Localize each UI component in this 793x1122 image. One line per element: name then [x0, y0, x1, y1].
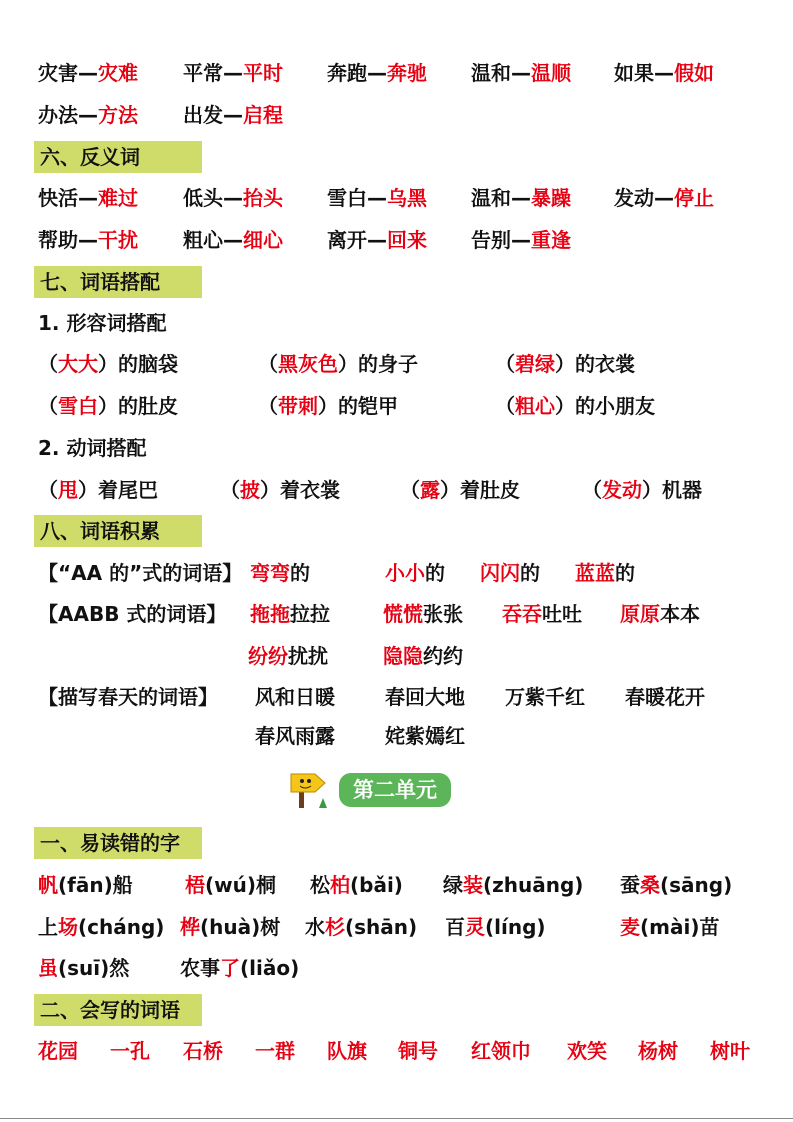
answer-text: 重逢	[531, 228, 571, 252]
answer-text: 干扰	[98, 228, 138, 252]
answer-text: 欢笑	[567, 1039, 607, 1063]
vocab-item	[502, 600, 582, 628]
vocab-item	[38, 954, 129, 982]
prompt-text: ）的衣裳	[555, 352, 635, 376]
prompt-text: 百	[445, 915, 465, 939]
prompt-text: （	[582, 478, 602, 502]
prompt-text: 松	[310, 873, 330, 897]
answer-text: 队旗	[327, 1039, 367, 1063]
vocab-item	[38, 913, 164, 941]
answer-text: 蓝蓝	[575, 561, 615, 585]
vocab-item	[398, 1037, 438, 1065]
answer-text: 粗心	[515, 394, 555, 418]
prompt-text: 绿	[443, 873, 463, 897]
prompt-text: (fān)船	[58, 873, 133, 897]
prompt-text: （	[38, 394, 58, 418]
vocab-item	[183, 1037, 223, 1065]
vocab-item	[385, 559, 445, 587]
vocab-item	[255, 1037, 295, 1065]
prompt-text: （	[258, 352, 278, 376]
prompt-text: （	[220, 478, 240, 502]
section-heading-writing-words: 二、会写的词语	[34, 994, 202, 1026]
vocab-item	[385, 722, 465, 750]
prompt-text: 春回大地	[385, 685, 465, 709]
prompt-text: 本本	[660, 602, 700, 626]
answer-text: 乌黑	[387, 186, 427, 210]
vocab-item	[471, 59, 571, 87]
vocab-item	[38, 559, 242, 587]
prompt-text: 办法—	[38, 103, 98, 127]
answer-text: 黑灰色	[278, 352, 338, 376]
answer-text: 披	[240, 478, 260, 502]
prompt-text: 【AABB 式的词语】	[38, 602, 227, 626]
answer-text: 一群	[255, 1039, 295, 1063]
prompt-text: 发动—	[614, 186, 674, 210]
vocab-item	[620, 871, 732, 899]
vocab-item	[614, 184, 714, 212]
prompt-text: 出发—	[183, 103, 243, 127]
answer-text: 奔驰	[387, 61, 427, 85]
section-heading-word-accumulation: 八、词语积累	[34, 515, 202, 547]
prompt-text: 奔跑—	[327, 61, 387, 85]
answer-text: 碧绿	[515, 352, 555, 376]
answer-text: 停止	[674, 186, 714, 210]
prompt-text: 约约	[423, 644, 463, 668]
vocab-item	[385, 683, 465, 711]
vocab-item	[255, 683, 335, 711]
vocab-item	[620, 600, 700, 628]
answer-text: 了	[220, 956, 240, 980]
prompt-text: ）的身子	[338, 352, 418, 376]
answer-text: 露	[420, 478, 440, 502]
prompt-text: (bǎi)	[350, 873, 403, 897]
prompt-text: 张张	[423, 602, 463, 626]
answer-text: 铜号	[398, 1039, 438, 1063]
answer-text: 甩	[58, 478, 78, 502]
vocab-item	[38, 350, 178, 378]
answer-text: 小小	[385, 561, 425, 585]
prompt-text: 拉拉	[290, 602, 330, 626]
prompt-text: (sāng)	[660, 873, 733, 897]
answer-text: 一孔	[110, 1039, 150, 1063]
answer-text: 方法	[98, 103, 138, 127]
vocab-item	[183, 59, 283, 87]
prompt-text: 雪白—	[327, 186, 387, 210]
answer-text: 场	[58, 915, 78, 939]
prompt-text: (huà)树	[200, 915, 281, 939]
vocab-item	[183, 226, 283, 254]
signpost-icon	[285, 766, 331, 814]
vocab-item	[250, 600, 330, 628]
vocab-item	[575, 559, 635, 587]
prompt-text: 告别—	[471, 228, 531, 252]
prompt-text: 蚕	[620, 873, 640, 897]
vocab-item	[400, 476, 520, 504]
vocab-item	[180, 954, 299, 982]
answer-text: 桦	[180, 915, 200, 939]
vocab-item	[183, 184, 283, 212]
section-heading-misread-chars: 一、易读错的字	[34, 827, 202, 859]
vocab-item	[505, 683, 585, 711]
answer-text: 抬头	[243, 186, 283, 210]
answer-text: 带刺	[278, 394, 318, 418]
vocab-item	[258, 392, 398, 420]
answer-text: 灵	[465, 915, 485, 939]
vocab-item	[310, 871, 403, 899]
answer-text: 启程	[243, 103, 283, 127]
vocab-item	[567, 1037, 607, 1065]
vocab-item	[582, 476, 702, 504]
vocab-item	[327, 1037, 367, 1065]
answer-text: 平时	[243, 61, 283, 85]
prompt-text: 灾害—	[38, 61, 98, 85]
vocab-item	[38, 59, 138, 87]
answer-text: 慌慌	[383, 602, 423, 626]
prompt-text: ）的肚皮	[98, 394, 178, 418]
vocab-item	[38, 309, 166, 337]
prompt-text: (líng)	[485, 915, 546, 939]
prompt-text: 春暖花开	[625, 685, 705, 709]
answer-text: 暴躁	[531, 186, 571, 210]
vocab-item	[38, 1037, 78, 1065]
vocab-item	[495, 350, 635, 378]
answer-text: 杨树	[638, 1039, 678, 1063]
vocab-item	[625, 683, 705, 711]
prompt-text: （	[38, 478, 58, 502]
vocab-item	[327, 59, 427, 87]
vocab-item	[38, 434, 146, 462]
answer-text: 假如	[674, 61, 714, 85]
answer-text: 吞吞	[502, 602, 542, 626]
vocab-item	[38, 600, 226, 628]
section-heading-antonyms: 六、反义词	[34, 141, 202, 173]
vocab-item	[38, 101, 138, 129]
prompt-text: 帮助—	[38, 228, 98, 252]
answer-text: 花园	[38, 1039, 78, 1063]
vocab-item	[620, 913, 719, 941]
answer-text: 装	[463, 873, 483, 897]
prompt-text: 扰扰	[288, 644, 328, 668]
answer-text: 纷纷	[248, 644, 288, 668]
prompt-text: ）着衣裳	[260, 478, 340, 502]
prompt-text: 温和—	[471, 186, 531, 210]
answer-text: 拖拖	[250, 602, 290, 626]
prompt-text: 温和—	[471, 61, 531, 85]
vocab-item	[327, 184, 427, 212]
prompt-text: ）着肚皮	[440, 478, 520, 502]
answer-text: 红领巾	[471, 1039, 531, 1063]
answer-text: 原原	[620, 602, 660, 626]
prompt-text: 离开—	[327, 228, 387, 252]
vocab-item	[471, 184, 571, 212]
section-heading-collocations: 七、词语搭配	[34, 266, 202, 298]
vocab-item	[255, 722, 335, 750]
answer-text: 柏	[330, 873, 350, 897]
prompt-text: 如果—	[614, 61, 674, 85]
prompt-text: （	[38, 352, 58, 376]
prompt-text: （	[400, 478, 420, 502]
prompt-text: 春风雨露	[255, 724, 335, 748]
prompt-text: (mài)苗	[640, 915, 720, 939]
prompt-text: ）的小朋友	[555, 394, 655, 418]
page-divider	[0, 1118, 793, 1119]
prompt-text: 风和日暖	[255, 685, 335, 709]
prompt-text: (zhuāng)	[483, 873, 584, 897]
vocab-item	[445, 913, 546, 941]
vocab-item	[638, 1037, 678, 1065]
prompt-text: 1. 形容词搭配	[38, 311, 167, 335]
prompt-text: 的	[520, 561, 540, 585]
prompt-text: 【“AA 的”式的词语】	[38, 561, 243, 585]
answer-text: 梧	[185, 873, 205, 897]
answer-text: 虽	[38, 956, 58, 980]
prompt-text: 粗心—	[183, 228, 243, 252]
prompt-text: (cháng)	[78, 915, 165, 939]
prompt-text: (suī)然	[58, 956, 130, 980]
prompt-text: ）的脑袋	[98, 352, 178, 376]
answer-text: 杉	[325, 915, 345, 939]
vocab-item	[383, 642, 463, 670]
prompt-text: （	[495, 352, 515, 376]
prompt-text: 的	[425, 561, 445, 585]
answer-text: 树叶	[710, 1039, 750, 1063]
prompt-text: ）的铠甲	[318, 394, 398, 418]
vocab-item	[258, 350, 418, 378]
vocab-item	[248, 642, 328, 670]
answer-text: 难过	[98, 186, 138, 210]
answer-text: 闪闪	[480, 561, 520, 585]
vocab-item	[471, 226, 571, 254]
prompt-text: 上	[38, 915, 58, 939]
vocab-item	[38, 226, 138, 254]
prompt-text: ）机器	[642, 478, 702, 502]
answer-text: 弯弯	[250, 561, 290, 585]
vocab-item	[38, 871, 133, 899]
answer-text: 温顺	[531, 61, 571, 85]
unit-title-label: 第二单元	[339, 773, 451, 807]
prompt-text: 姹紫嫣红	[385, 724, 465, 748]
vocab-item	[305, 913, 417, 941]
prompt-text: 2. 动词搭配	[38, 436, 147, 460]
prompt-text: 快活—	[38, 186, 98, 210]
prompt-text: 吐吐	[542, 602, 582, 626]
vocab-item	[220, 476, 340, 504]
vocab-item	[383, 600, 463, 628]
vocab-item	[110, 1037, 150, 1065]
prompt-text: 万紫千红	[505, 685, 585, 709]
answer-text: 细心	[243, 228, 283, 252]
prompt-text: (shān)	[345, 915, 418, 939]
vocab-item	[250, 559, 310, 587]
prompt-text: 低头—	[183, 186, 243, 210]
answer-text: 隐隐	[383, 644, 423, 668]
vocab-item	[327, 226, 427, 254]
vocab-item	[38, 392, 178, 420]
answer-text: 石桥	[183, 1039, 223, 1063]
answer-text: 回来	[387, 228, 427, 252]
answer-text: 发动	[602, 478, 642, 502]
vocab-item	[38, 184, 138, 212]
vocab-item	[38, 476, 158, 504]
answer-text: 大大	[58, 352, 98, 376]
answer-text: 麦	[620, 915, 640, 939]
vocab-item	[471, 1037, 531, 1065]
vocab-item	[185, 871, 276, 899]
prompt-text: 的	[615, 561, 635, 585]
vocab-item	[495, 392, 655, 420]
answer-text: 桑	[640, 873, 660, 897]
vocab-item	[710, 1037, 750, 1065]
vocab-item	[183, 101, 283, 129]
vocab-item	[443, 871, 583, 899]
prompt-text: 农事	[180, 956, 220, 980]
answer-text: 灾难	[98, 61, 138, 85]
unit-title	[285, 768, 451, 812]
prompt-text: （	[258, 394, 278, 418]
prompt-text: 【描写春天的词语】	[38, 685, 218, 709]
prompt-text: （	[495, 394, 515, 418]
vocab-item	[38, 683, 218, 711]
vocab-item	[480, 559, 540, 587]
prompt-text: (wú)桐	[205, 873, 276, 897]
vocab-item	[180, 913, 280, 941]
vocab-item	[614, 59, 714, 87]
answer-text: 帆	[38, 873, 58, 897]
prompt-text: 的	[290, 561, 310, 585]
prompt-text: 平常—	[183, 61, 243, 85]
prompt-text: 水	[305, 915, 325, 939]
prompt-text: ）着尾巴	[78, 478, 158, 502]
prompt-text: (liǎo)	[240, 956, 300, 980]
answer-text: 雪白	[58, 394, 98, 418]
